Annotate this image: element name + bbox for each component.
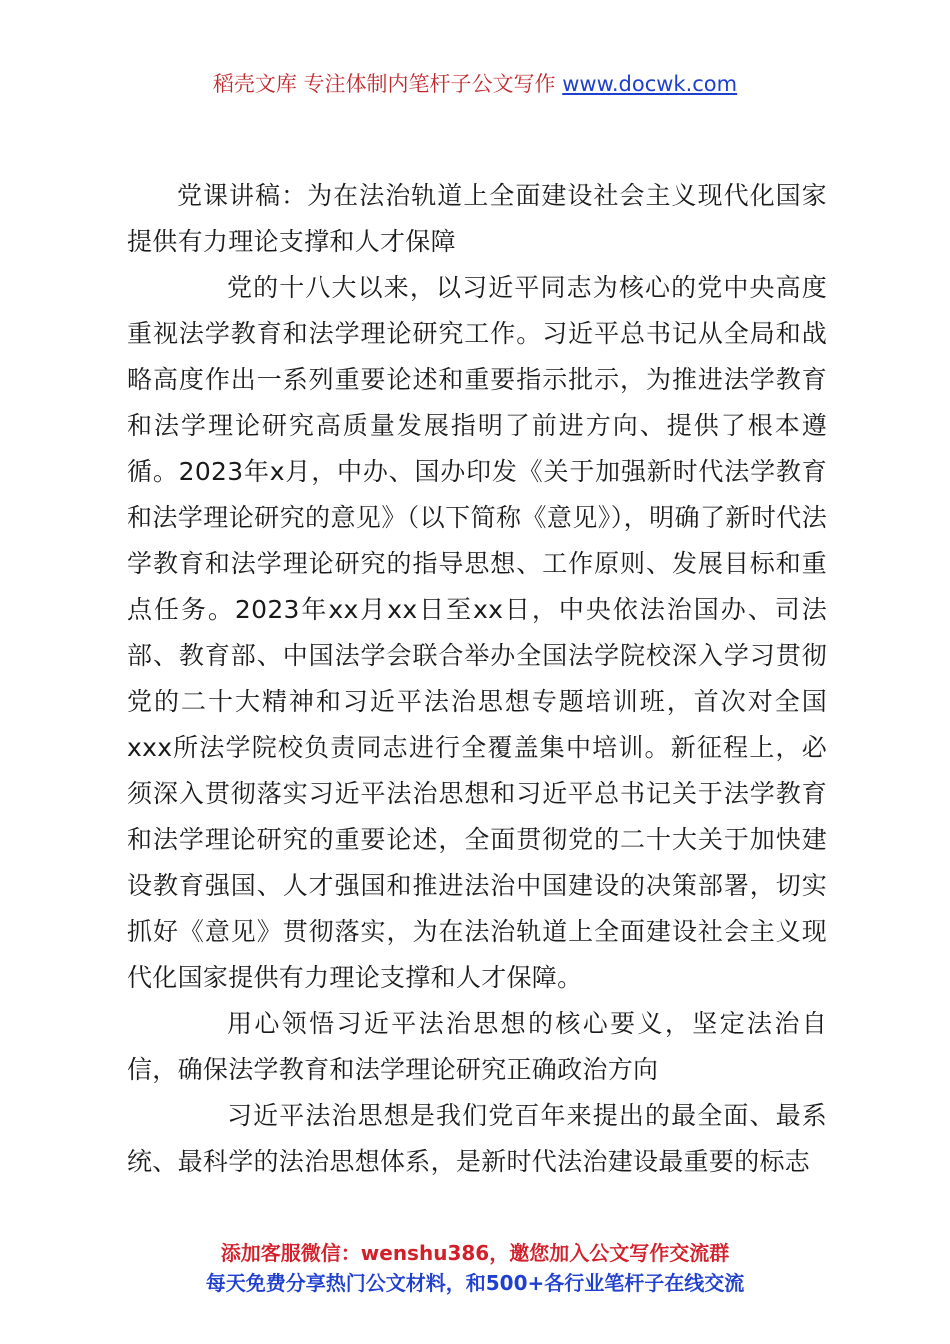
paragraph-section-heading: 用心领悟习近平法治思想的核心要义，坚定法治自信，确保法学教育和法学理论研究正确政治方向: [127, 1009, 827, 1084]
header-brand-text: 稻壳文库 专注体制内笔杆子公文写作: [212, 72, 556, 96]
paragraph-section-body: 习近平法治思想是我们党百年来提出的最全面、最系统、最科学的法治思想体系，是新时代法治建设最重要的标志: [127, 1101, 827, 1176]
page-header: [0, 70, 950, 98]
header-website-link[interactable]: www.docwk.com: [562, 72, 738, 96]
document-title: 党课讲稿：为在法治轨道上全面建设社会主义现代化国家提供有力理论支撑和人才保障: [127, 181, 827, 256]
footer-share-line: 每天免费分享热门公文材料，和500+各行业笔杆子在线交流: [205, 1271, 745, 1295]
page-footer: [0, 1238, 950, 1298]
footer-wechat-line: 添加客服微信：wenshu386，邀您加入公文写作交流群: [220, 1241, 730, 1265]
paragraph-intro: 党的十八大以来，以习近平同志为核心的党中央高度重视法学教育和法学理论研究工作。习近平总书记从全局和战略高度作出一系列重要论述和重要指示批示，为推进法学教育和法学理论研究高质量发展指明了前进方向、提供了根本遵循。2023年x月，中办、国办印发《关于加强新时代法学教育和法学理论研究的意见》（以下简称《意见》），明确了新时代法学教育和法学理论研究的指导思想、工作原则、发展目标和重点任务。2023年xx月xx日至xx日，中央依法治国办、司法部、教育部、中国法学会联合举办全国法学院校深入学习贯彻党的二十大精神和习近平法治思想专题培训班，首次对全国xxx所法学院校负责同志进行全覆盖集中培训。新征程上，必须深入贯彻落实习近平法治思想和习近平总书记关于法学教育和法学理论研究的重要论述，全面贯彻党的二十大关于加快建设教育强国、人才强国和推进法治中国建设的决策部署，切实抓好《意见》贯彻落实，为在法治轨道上全面建设社会主义现代化国家提供有力理论支撑和人才保障。: [127, 273, 827, 992]
document-body: [127, 173, 827, 1185]
